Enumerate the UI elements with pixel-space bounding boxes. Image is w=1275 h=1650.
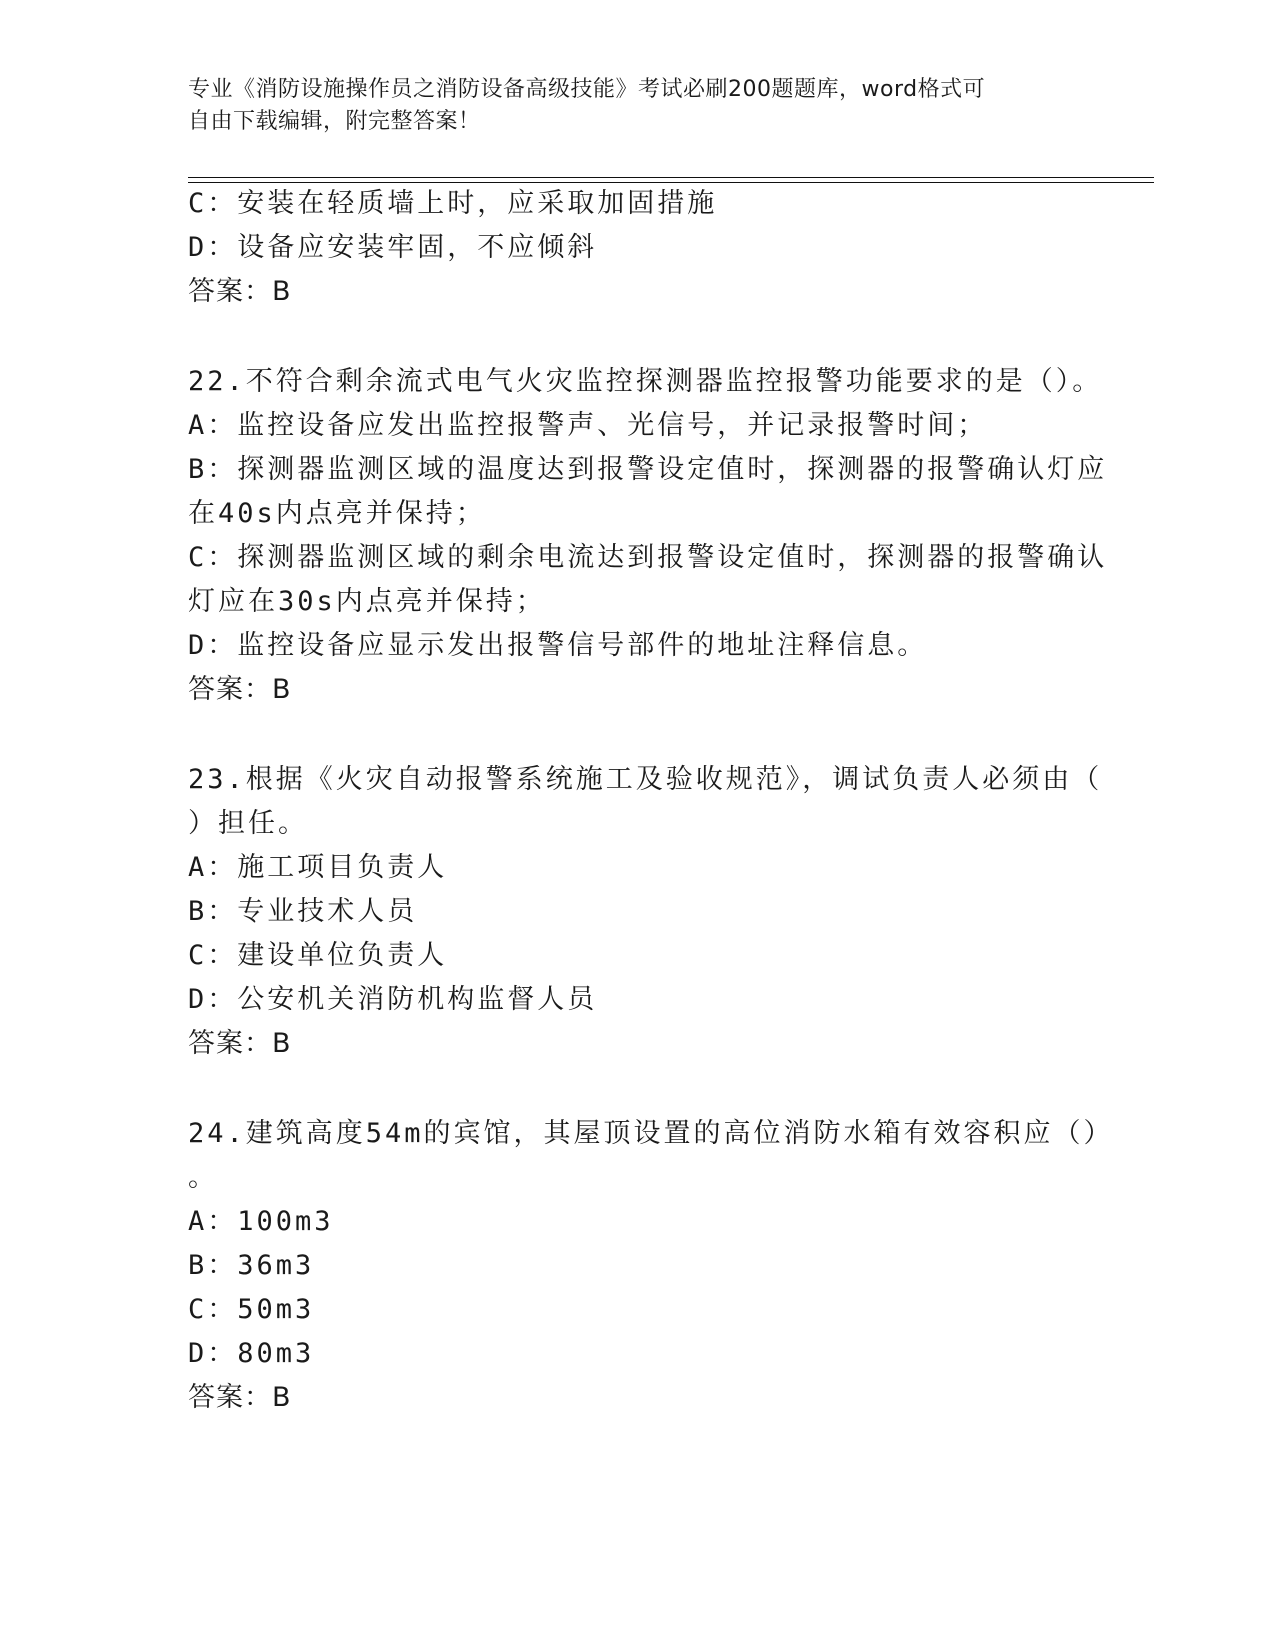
q22-option-b-line-2: 在40s内点亮并保持； — [188, 498, 486, 529]
q22-option-b-line-1: B：探测器监测区域的温度达到报警设定值时，探测器的报警确认灯应 — [188, 454, 1108, 485]
prev-option-d: D：设备应安装牢固，不应倾斜 — [188, 232, 598, 263]
q24-stem-line-1: 24.建筑高度54m的宾馆，其屋顶设置的高位消防水箱有效容积应（） — [188, 1118, 1114, 1149]
q23-answer: 答案：B — [188, 1028, 292, 1059]
q24-option-d: D：80m3 — [188, 1338, 315, 1369]
q22-option-d: D：监控设备应显示发出报警信号部件的地址注释信息。 — [188, 630, 928, 661]
q23-option-a: A：施工项目负责人 — [188, 852, 448, 883]
q22-answer: 答案：B — [188, 674, 292, 705]
header-line-2: 自由下载编辑，附完整答案！ — [188, 109, 481, 134]
q24-answer: 答案：B — [188, 1382, 292, 1413]
q23-stem-line-2: ）担任。 — [188, 808, 308, 839]
q23-stem-line-1: 23.根据《火灾自动报警系统施工及验收规范》，调试负责人必须由（ — [188, 764, 1103, 795]
q22-option-c-line-1: C：探测器监测区域的剩余电流达到报警设定值时，探测器的报警确认 — [188, 542, 1108, 573]
header-line-1: 专业《消防设施操作员之消防设备高级技能》考试必刷200题题库，word格式可 — [188, 77, 986, 102]
q22-option-c-line-2: 灯应在30s内点亮并保持； — [188, 586, 546, 617]
q22-option-a: A：监控设备应发出监控报警声、光信号，并记录报警时间； — [188, 410, 988, 441]
header-divider-bottom — [188, 182, 1154, 183]
prev-option-c: C：安装在轻质墙上时，应采取加固措施 — [188, 188, 718, 219]
q24-option-a: A：100m3 — [188, 1206, 334, 1237]
q23-option-b: B：专业技术人员 — [188, 896, 418, 927]
q23-option-c: C：建设单位负责人 — [188, 940, 448, 971]
document-header — [188, 74, 1088, 138]
q22-stem: 22.不符合剩余流式电气火灾监控探测器监控报警功能要求的是（）。 — [188, 366, 1103, 397]
prev-answer: 答案：B — [188, 276, 292, 307]
q24-option-c: C：50m3 — [188, 1294, 315, 1325]
q24-option-b: B：36m3 — [188, 1250, 315, 1281]
header-divider-top — [188, 177, 1154, 178]
q23-option-d: D：公安机关消防机构监督人员 — [188, 984, 598, 1015]
q24-stem-line-2: 。 — [188, 1162, 218, 1193]
